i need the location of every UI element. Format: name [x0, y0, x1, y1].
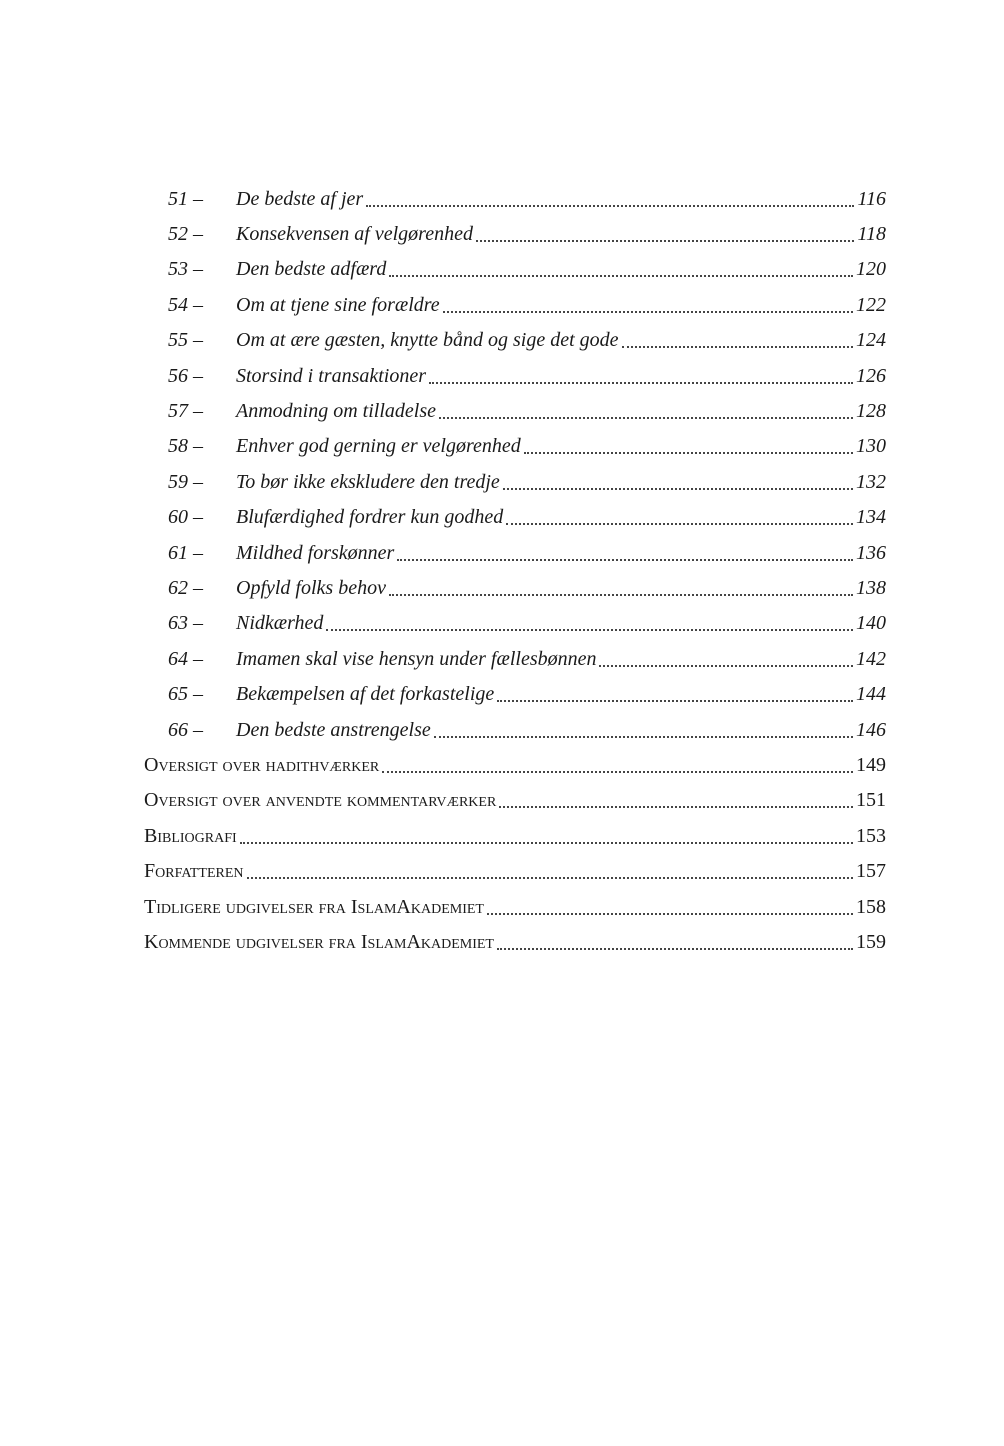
toc-entry-54[interactable]	[144, 287, 886, 322]
entry-title: Den bedste anstrengelse	[236, 718, 431, 741]
toc-entry-60[interactable]	[144, 500, 886, 535]
entry-number: 57 –	[168, 400, 203, 423]
page-number: 159	[856, 930, 886, 953]
page-number: 134	[856, 506, 886, 529]
toc-entry-63[interactable]	[144, 606, 886, 641]
entry-number: 52 –	[168, 223, 203, 246]
toc-entry-61[interactable]	[144, 535, 886, 570]
page-number: 149	[856, 753, 886, 776]
entry-number: 58 –	[168, 435, 203, 458]
page-number: 122	[856, 293, 886, 316]
page-number: 124	[856, 329, 886, 352]
dot-leader	[434, 722, 853, 738]
dot-leader	[506, 509, 853, 525]
page-number: 138	[856, 576, 886, 599]
entry-title: Blufærdighed fordrer kun godhed	[236, 506, 504, 529]
toc-entry-commentary-overview[interactable]	[144, 783, 886, 818]
page-number: 118	[857, 223, 886, 246]
page-number: 153	[856, 824, 886, 847]
dot-leader	[622, 332, 853, 348]
entry-title: De bedste af jer	[236, 187, 364, 210]
table-of-contents	[144, 181, 886, 960]
dot-leader	[599, 651, 853, 667]
entry-title: Oversigt over anvendte kommentarværker	[144, 789, 497, 812]
entry-title: Mildhed forskønner	[236, 541, 395, 564]
dot-leader	[366, 191, 854, 207]
dot-leader	[389, 261, 853, 277]
entry-number: 63 –	[168, 612, 203, 635]
entry-title: Imamen skal vise hensyn under fællesbønnen	[236, 647, 597, 670]
entry-title: Tidligere udgivelser fra IslamAkademiet	[144, 895, 484, 918]
page-number: 144	[856, 683, 886, 706]
entry-title: Om at tjene sine forældre	[236, 293, 440, 316]
entry-title: Opfyld folks behov	[236, 576, 386, 599]
entry-number: 66 –	[168, 718, 203, 741]
entry-title: Forfatteren	[144, 860, 244, 883]
dot-leader	[382, 757, 853, 773]
page-number: 157	[856, 860, 886, 883]
dot-leader	[487, 899, 853, 915]
entry-title: Konsekvensen af velgørenhed	[236, 223, 473, 246]
dot-leader	[524, 438, 853, 454]
entry-title: Nidkærhed	[236, 612, 324, 635]
page-number: 142	[856, 647, 886, 670]
toc-entry-58[interactable]	[144, 429, 886, 464]
entry-title: Om at ære gæsten, knytte bånd og sige det gode	[236, 329, 619, 352]
entry-title: Oversigt over hadithværker	[144, 753, 380, 776]
entry-title: Bekæmpelsen af det forkastelige	[236, 683, 495, 706]
page-number: 146	[856, 718, 886, 741]
dot-leader	[497, 686, 853, 702]
page-number: 130	[856, 435, 886, 458]
entry-title: Kommende udgivelser fra IslamAkademiet	[144, 930, 494, 953]
dot-leader	[476, 226, 855, 242]
entry-number: 61 –	[168, 541, 203, 564]
dot-leader	[439, 403, 853, 419]
page-number: 132	[856, 470, 886, 493]
page-number: 128	[856, 400, 886, 423]
entry-number: 64 –	[168, 647, 203, 670]
toc-entry-52[interactable]	[144, 216, 886, 251]
entry-number: 56 –	[168, 364, 203, 387]
page-number: 120	[856, 258, 886, 281]
page-number: 126	[856, 364, 886, 387]
dot-leader	[443, 297, 853, 313]
entry-number: 51 –	[168, 187, 203, 210]
page-number: 140	[856, 612, 886, 635]
toc-entry-64[interactable]	[144, 641, 886, 676]
entry-title: Den bedste adfærd	[236, 258, 387, 281]
toc-entry-65[interactable]	[144, 676, 886, 711]
dot-leader	[389, 580, 853, 596]
toc-entry-55[interactable]	[144, 323, 886, 358]
toc-entry-51[interactable]	[144, 181, 886, 216]
toc-entry-53[interactable]	[144, 252, 886, 287]
dot-leader	[247, 863, 853, 879]
entry-number: 55 –	[168, 329, 203, 352]
dot-leader	[503, 474, 853, 490]
dot-leader	[240, 828, 853, 844]
toc-entry-hadith-overview[interactable]	[144, 747, 886, 782]
entry-number: 65 –	[168, 683, 203, 706]
toc-entry-author[interactable]	[144, 853, 886, 888]
entry-title: Bibliografi	[144, 824, 237, 847]
entry-number: 59 –	[168, 470, 203, 493]
entry-title: Enhver god gerning er velgørenhed	[236, 435, 521, 458]
entry-number: 53 –	[168, 258, 203, 281]
toc-entry-57[interactable]	[144, 393, 886, 428]
entry-title: Anmodning om tilladelse	[236, 400, 436, 423]
dot-leader	[497, 934, 853, 950]
toc-entry-previous-releases[interactable]	[144, 889, 886, 924]
toc-entry-bibliography[interactable]	[144, 818, 886, 853]
page-number: 116	[857, 187, 886, 210]
entry-number: 54 –	[168, 293, 203, 316]
entry-number: 60 –	[168, 506, 203, 529]
toc-entry-62[interactable]	[144, 570, 886, 605]
toc-entry-56[interactable]	[144, 358, 886, 393]
entry-title: Storsind i transaktioner	[236, 364, 427, 387]
entry-number: 62 –	[168, 576, 203, 599]
toc-entry-59[interactable]	[144, 464, 886, 499]
dot-leader	[397, 545, 853, 561]
toc-entry-66[interactable]	[144, 712, 886, 747]
dot-leader	[499, 792, 853, 808]
dot-leader	[429, 368, 853, 384]
toc-entry-upcoming-releases[interactable]	[144, 924, 886, 959]
page-number: 158	[856, 895, 886, 918]
dot-leader	[326, 615, 853, 631]
entry-title: To bør ikke ekskludere den tredje	[236, 470, 500, 493]
page-number: 136	[856, 541, 886, 564]
page-number: 151	[856, 789, 886, 812]
